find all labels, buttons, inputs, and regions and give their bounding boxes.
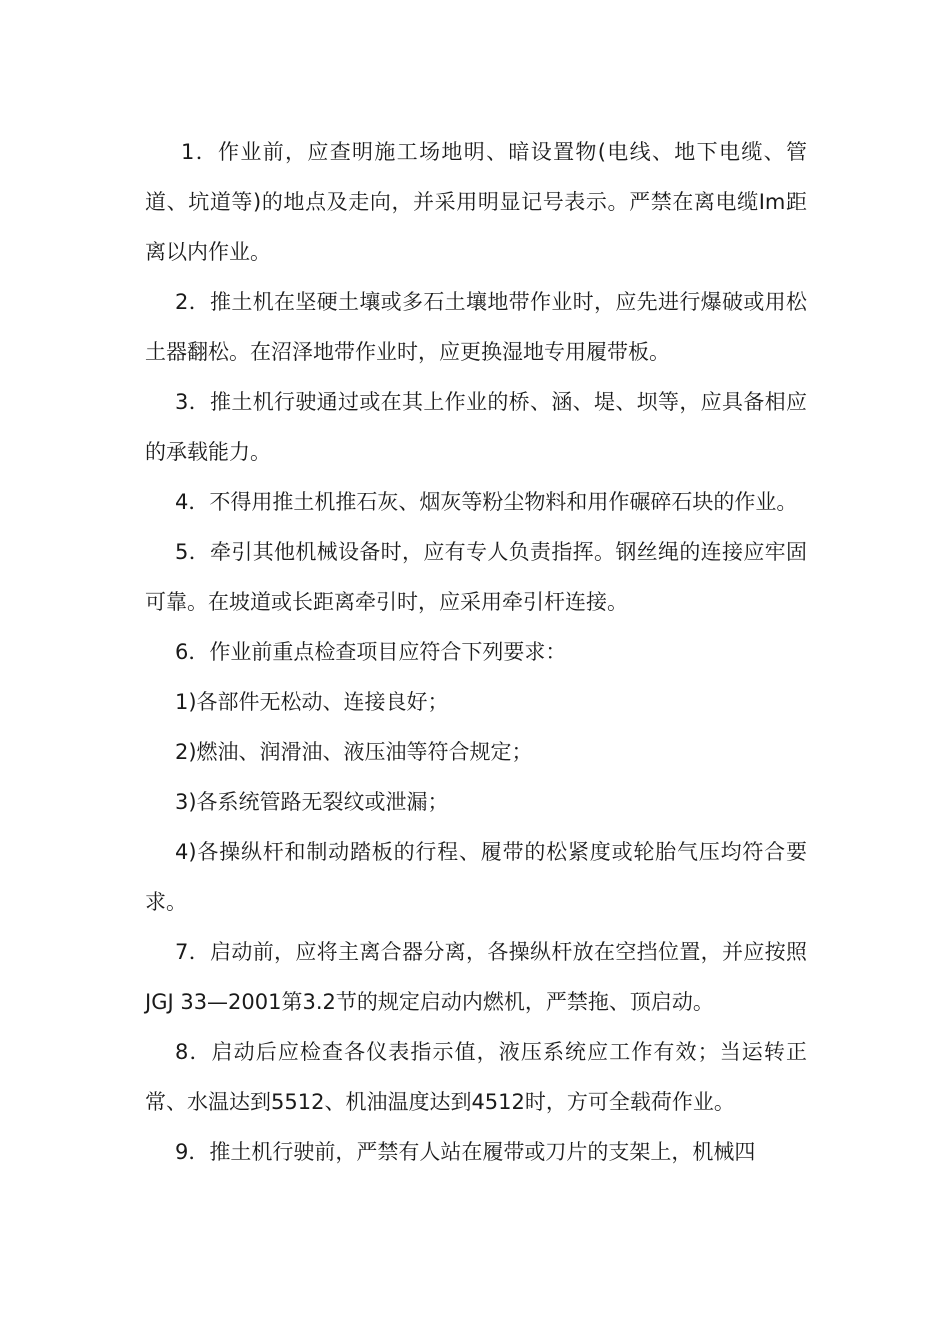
- paragraph-6: 6．作业前重点检查项目应符合下列要求：: [175, 640, 567, 664]
- document-body: [145, 127, 807, 1177]
- list-item-3: 3)各系统管路无裂纹或泄漏；: [175, 790, 449, 814]
- paragraph-8: 8．启动后应检查各仪表指示值，液压系统应工作有效；当运转正常、水温达到5512、机油温度达到4512时，方可全载荷作业。: [145, 1040, 807, 1114]
- paragraph-5: 5．牵引其他机械设备时，应有专人负责指挥。钢丝绳的连接应牢固可靠。在坡道或长距离牵引时，应采用牵引杆连接。: [145, 540, 807, 614]
- paragraph-7: 7．启动前，应将主离合器分离，各操纵杆放在空挡位置，并应按照JGJ 33—2001第3.2节的规定启动内燃机，严禁拖、顶启动。: [145, 940, 807, 1014]
- paragraph-1: 1．作业前，应查明施工场地明、暗设置物(电线、地下电缆、管道、坑道等)的地点及走向，并采用明显记号表示。严禁在离电缆Im距离以内作业。: [145, 140, 807, 264]
- list-item-4: 4)各操纵杆和制动踏板的行程、履带的松紧度或轮胎气压均符合要求。: [145, 840, 807, 914]
- paragraph-3: 3．推土机行驶通过或在其上作业的桥、涵、堤、坝等，应具备相应的承载能力。: [145, 390, 807, 464]
- paragraph-9: 9．推土机行驶前，严禁有人站在履带或刀片的支架上，机械四: [175, 1140, 756, 1164]
- list-item-2: 2)燃油、润滑油、液压油等符合规定；: [175, 740, 533, 764]
- paragraph-2: 2．推土机在坚硬土壤或多石土壤地带作业时，应先进行爆破或用松土器翻松。在沼泽地带作业时，应更换湿地专用履带板。: [145, 290, 807, 364]
- paragraph-4: 4．不得用推土机推石灰、烟灰等粉尘物料和用作碾碎石块的作业。: [175, 490, 798, 514]
- list-item-1: 1)各部件无松动、连接良好；: [175, 690, 449, 714]
